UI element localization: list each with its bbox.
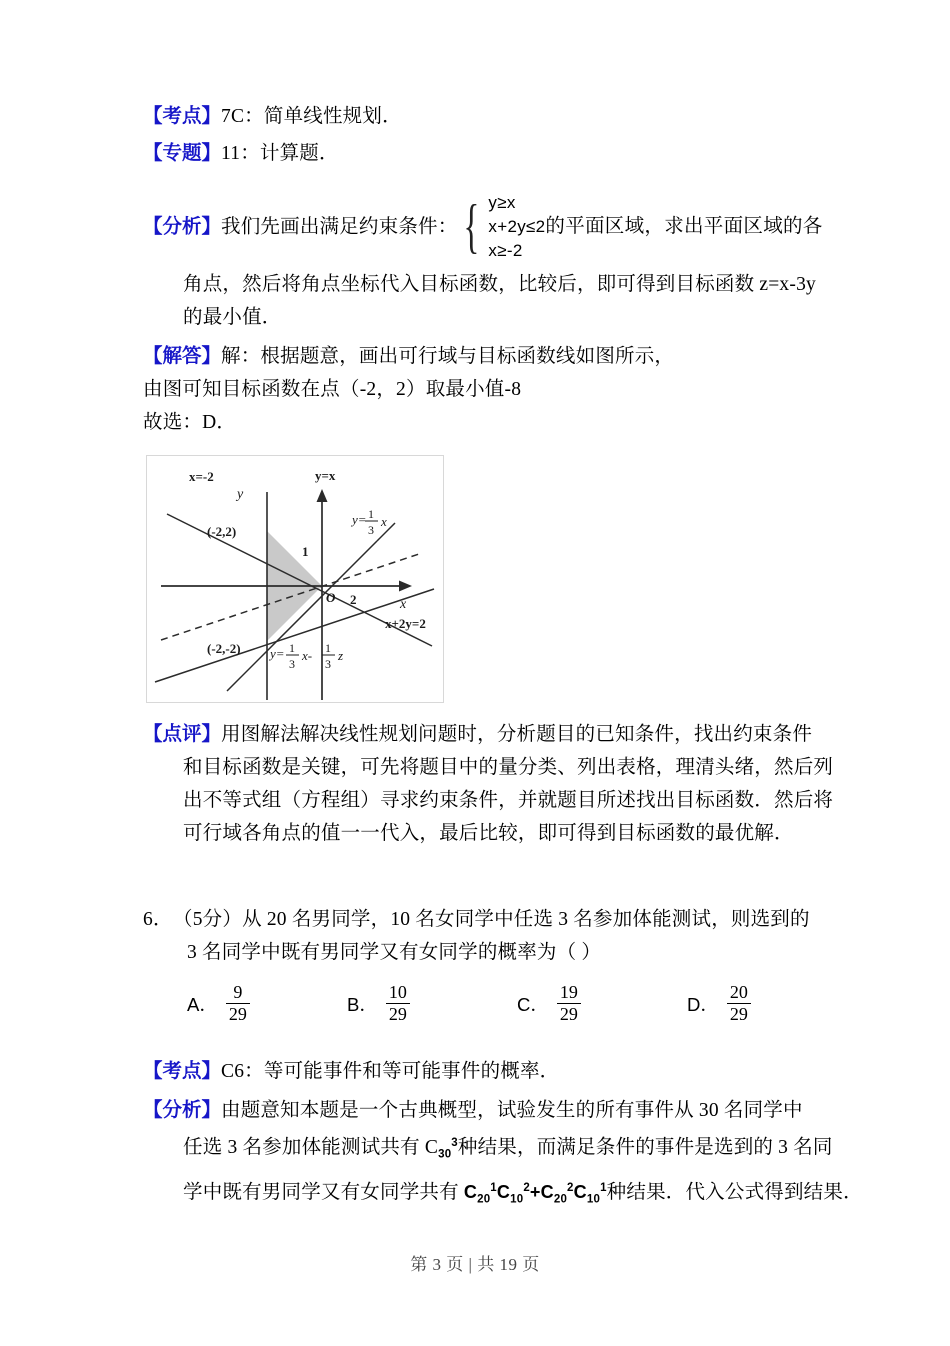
linear-programming-figure	[146, 455, 444, 703]
fenxi-row-q5	[143, 192, 833, 264]
kaodian-row-q5	[143, 100, 833, 133]
fenxi-line3-b: 种结果．代入公式得到结果．	[606, 1181, 863, 1203]
zhuanti-tag: 【专题】	[143, 143, 222, 164]
option-c-numerator: 19	[559, 982, 578, 1002]
option-b-numerator: 10	[388, 982, 407, 1002]
jieda-row-q5	[143, 340, 833, 373]
svg-text:3: 3	[368, 523, 374, 537]
y-axis-arrow	[317, 489, 328, 502]
option-a-denominator: 29	[226, 1003, 250, 1025]
jieda-text: 解：根据题意，画出可行域与目标函数线如图所示，	[221, 346, 675, 367]
label-point-neg2-2: (-2,2)	[207, 524, 237, 539]
option-a-label: A．	[187, 994, 218, 1016]
fenxi-tag-q6: 【分析】	[143, 1100, 222, 1121]
zhuanti-text: 11：计算题．	[221, 143, 339, 164]
constraint-system	[457, 191, 822, 263]
question-6-stem-line1	[143, 903, 853, 936]
option-b-denominator: 29	[386, 1003, 410, 1025]
option-c[interactable]	[517, 983, 687, 1025]
label-axis-y: y	[237, 487, 244, 502]
label-axis-x: x	[400, 597, 407, 612]
kaodian-text-q6: C6：等可能事件和等可能事件的概率．	[221, 1061, 560, 1082]
fenxi-lead: 我们先画出满足约束条件：	[221, 216, 458, 238]
kaodian-row-q6	[143, 1055, 863, 1088]
dianping-tag: 【点评】	[143, 724, 222, 745]
fenxi-line2-a: 任选 3 名参加体能测试共有 C	[183, 1137, 439, 1158]
feasible-region-chart	[147, 456, 443, 702]
svg-text:1: 1	[289, 641, 295, 655]
svg-text:1: 1	[368, 507, 374, 521]
label-point-neg2-neg2: (-2,-2)	[207, 641, 241, 656]
page-content	[143, 100, 833, 439]
svg-text:y=: y=	[270, 646, 285, 661]
page-footer	[0, 1250, 950, 1275]
option-d[interactable]	[687, 983, 751, 1025]
label-tick-1: 1	[302, 544, 309, 559]
option-c-denominator: 29	[557, 1003, 581, 1025]
svg-text:y=: y=	[352, 512, 367, 527]
dianping-line-0: 用图解法解决线性规划问题时，分析题目的已知条件，找出约束条件	[221, 724, 813, 745]
constraint-2: x+2y≤2的平面区域，求出平面区域的各	[488, 216, 823, 237]
option-d-denominator: 29	[727, 1003, 751, 1025]
option-d-numerator: 20	[729, 982, 748, 1002]
combination-expression: $C_{20}^1C_{10}^2+C_{20}^2C_{10}^1$	[463, 1181, 607, 1206]
combination-c30	[438, 1137, 458, 1161]
constraint-1: y≥x	[488, 193, 516, 212]
option-d-fraction	[727, 982, 751, 1024]
option-c-fraction	[557, 982, 581, 1024]
kaodian-text: 7C：简单线性规划．	[221, 106, 402, 127]
option-b-fraction	[386, 982, 410, 1024]
option-c-label: C．	[517, 994, 549, 1016]
svg-text:1: 1	[325, 641, 331, 655]
left-brace: {	[463, 193, 480, 260]
kaodian-tag-q6: 【考点】	[143, 1061, 222, 1082]
fenxi-line2-q6	[143, 1127, 863, 1172]
combination-c30-sub: 30	[438, 1148, 452, 1161]
constraint-rows	[488, 191, 822, 263]
fenxi-line3-q5: 的最小值．	[183, 307, 282, 328]
question-6-solution	[143, 1055, 863, 1216]
x-axis-arrow	[399, 581, 412, 592]
dianping-line-3: 可行域各角点的值一一代入，最后比较，即可得到目标函数的最优解．	[183, 823, 794, 844]
fenxi-line2-b: 种结果，而满足条件的事件是选到的 3 名同	[457, 1137, 833, 1158]
svg-text:z: z	[338, 648, 344, 663]
label-x-equals-neg2: x=-2	[189, 469, 214, 484]
svg-text:3: 3	[289, 657, 295, 671]
kaodian-tag: 【考点】	[143, 106, 222, 127]
option-a[interactable]	[187, 983, 347, 1025]
dianping-row	[143, 718, 843, 751]
label-y-equals-third-x	[350, 507, 387, 537]
page-number-label: 第 3 页 | 共 19 页	[410, 1255, 540, 1274]
fenxi-tag: 【分析】	[143, 216, 222, 238]
combination-c30-sup: 3	[451, 1137, 458, 1149]
label-tick-2: 2	[350, 592, 357, 607]
fenxi-row-q6	[143, 1094, 863, 1127]
option-a-numerator: 9	[233, 982, 243, 1002]
option-a-fraction	[226, 982, 250, 1024]
svg-text:x: x	[381, 514, 387, 529]
label-objective-equation	[268, 641, 343, 671]
question-6-number: 6．	[143, 909, 173, 930]
dianping-line-1: 和目标函数是关键，可先将题目中的量分类、列出表格，理清头绪，然后列	[183, 757, 834, 778]
zhuanti-row-q5	[143, 137, 833, 170]
svg-text:3: 3	[325, 657, 331, 671]
fenxi-line3-q6	[143, 1172, 863, 1217]
question-6-options	[143, 983, 853, 1025]
option-b-label: B．	[347, 994, 378, 1016]
label-x-plus-2y: x+2y=2	[385, 616, 426, 631]
question-6-block	[143, 903, 853, 1025]
label-y-equals-x: y=x	[315, 468, 336, 483]
jieda-tag: 【解答】	[143, 346, 222, 367]
label-origin: O	[326, 590, 336, 605]
question-6-stem-line2: 3 名同学中既有男同学又有女同学的概率为（ ）	[187, 942, 602, 963]
question-6-score: （5分）	[173, 909, 243, 930]
fenxi-line2-q5: 角点，然后将角点坐标代入目标函数，比较后，即可得到目标函数 z=x‑3y	[183, 274, 816, 295]
question-6-stem-text: 从 20 名男同学，10 名女同学中任选 3 名参加体能测试，则选到的	[242, 909, 810, 930]
dianping-line-2: 出不等式组（方程组）寻求约束条件，并就题目所述找出目标函数．然后将	[183, 790, 834, 811]
option-b[interactable]	[347, 983, 517, 1025]
fenxi-line3-a: 学中既有男同学又有女同学共有	[183, 1181, 464, 1203]
dianping-block-q5	[143, 718, 843, 850]
jieda-line3-q5: 故选：D．	[143, 412, 237, 433]
fenxi-line1-q6: 由题意知本题是一个古典概型，试验发生的所有事件从 30 名同学中	[221, 1100, 803, 1121]
option-d-label: D．	[687, 994, 719, 1016]
svg-text:x-: x-	[302, 648, 313, 663]
constraint-3: x≥-2	[488, 241, 523, 260]
jieda-line2-q5: 由图可知目标函数在点（‑2，2）取最小值‑8	[143, 379, 522, 400]
fenxi-after-inline: 的平面区域，求出平面区域的各	[545, 216, 823, 237]
